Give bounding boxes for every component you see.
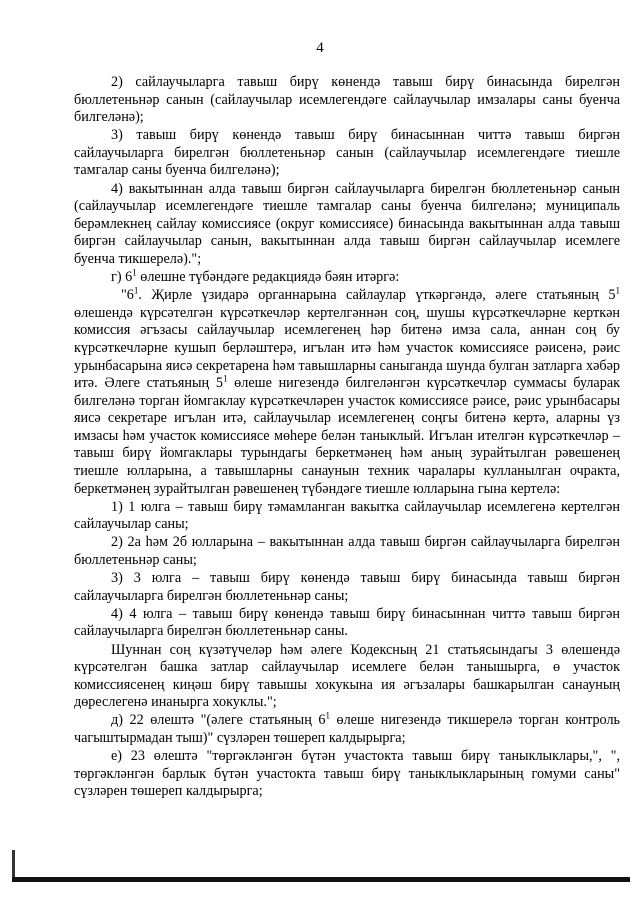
paragraph-text: 1) 1 юлга – тавыш бирү тәмамланган вакытка сайлаучылар исемлегенә кертелгән сайлаучылар саны; [74,498,620,533]
paragraph-item-3 [74,127,620,180]
paragraph-item-4 [74,181,620,269]
superscript: 1 [615,285,620,296]
paragraph-text: д) 22 өлештә "(әлеге статьяның 6 [111,712,326,729]
paragraph-text: г) 6 [111,269,133,286]
paragraph-text: өлешендә күрсәтелгән күрсәткечләр кертелгәннән соң, шушы күрсәткечләрне керткән комиссия әгъзасы сайлаучылар исемлегенең һәр битенә имза сала, аннан соң бу күрсәткечләрне кушып берләштерә, игълан итә һәм участок комиссиясе рәисенә, рәис урынбасарына яисә секретарена һәм тавышларны саныганда шунда булган затларга хәбәр итә. Әлеге статьяның 5 [74,304,620,392]
superscript: 1 [325,710,330,721]
paragraph-text: Шуннан соң күзәтүчеләр һәм әлеге Кодексның 21 статьясындагы 3 өлешендә күрсәтелгән башка затлар сайлаучылар исемлеге белән танышырга, ө участок комиссиясенең киңәш бирү тавышы хокукына ия әгъзалары башкарылган санауның дөреслегенә инанырга хокуклы."; [74,641,620,711]
paragraph-d [74,712,620,747]
paragraph-text: е) 23 өлештә "төргәкләнгән бүтән участокта тавыш бирү таныклыклары,", ", төргәкләнгән барлык бүтән участокта тавыш бирү таныклыкларының гомуми саны" сүзләрен төшереп калдырырга; [74,748,620,800]
paragraph-text: 2) 2а һәм 2б юлларына – вакытыннан алда тавыш биргән сайлаучыларга бирелгән бюллетеньнәр саны; [74,534,620,569]
paragraph-item-2 [74,74,620,127]
paragraph-text: 4) 4 юлга – тавыш бирү көнендә тавыш бирү бинасыннан читтә тавыш биргән сайлаучыларга бирелгән бюллетеньнәр саны. [74,605,620,640]
paragraph-line-2 [74,534,620,569]
paragraph-g [74,269,620,287]
paragraph-text: 2) сайлаучыларга тавыш бирү көнендә тавыш бирү бинасында бирелгән бюллетеньнәр санын (сайлаучылар исемлегендәге сайлаучылар имзалары саны буенча билгеләнә); [74,74,620,126]
paragraph-text: "6 [121,287,134,304]
paragraph-line-3 [74,570,620,605]
paragraph-text: 4) вакытыннан алда тавыш биргән сайлаучыларга бирелгән бюллетеньнәр санын (сайлаучылар исемлегендәге тиешле тамгалар саны буенча билгеләнә; муниципаль берәмлекнең сайлау комиссиясе (округ комиссиясе) бинасында вакытыннан алда тавыш биргән сайлаучылар санын, вакытыннан алда тавыш биргән сайлаучылар исемлеге буенча тикшерелә)."; [74,180,620,267]
scan-bottom-border [12,877,630,882]
page-number: 4 [316,40,324,56]
paragraph-text: өлеше нигезендә билгеләнгән күрсәткечләр суммасы буларак билгеләнә торган йомгаклау күрсәткечләрен участок комиссиясе рәисе, рәис урынбасары яисә секретаре игълан итә, сайлаучылар исемлегенең соңгы битенә кертә, аларны үз имзасы һәм участок комиссиясе мөһере белән таныклый. Игълан ителгән күрсәткечләр – тавыш бирү йомгаклары турындагы беркетмәнең һәм аның зурайтылган рәвешенең тиешле юлларына, а тавышларны санаунын техник чаралары кулланылган очракта, беркетмәнең зурайтылган рәвешенең түбәндәге тиешле юлларына гына кертелә: [74,375,621,497]
paragraph-line-4 [74,606,620,641]
document-body [74,74,620,801]
paragraph-text: 3) тавыш бирү көнендә тавыш бирү бинасыннан читтә тавыш биргән сайлаучыларга бирелгән бюллетеньнәр санын (сайлаучылар исемлегендәге тиешле тамгалар саны буенча билгеләнә); [74,127,620,179]
superscript: 1 [222,373,228,384]
paragraph-observers [74,642,620,712]
paragraph-text: . Җирле үзидарә органнарына сайлаулар үткәргәндә, әлеге статьяның 5 [138,287,616,304]
superscript: 1 [132,267,137,278]
paragraph-e [74,748,620,801]
paragraph-line-1 [74,499,620,534]
scan-edge-shadow [12,850,15,880]
paragraph-text: өлешне түбәндәге редакциядә бәян итәргә: [136,269,400,286]
paragraph-article-6-1 [74,287,620,498]
paragraph-text: өлеше нигезендә тикшерелә торган контроль чагыштырмадан тыш)" сүзләрен төшереп калдырырга; [74,712,621,746]
paragraph-text: 3) 3 юлга – тавыш бирү көнендә тавыш бирү бинасында тавыш биргән сайлаучыларга бирелгән бюллетеньнәр саны; [74,570,620,604]
superscript: 1 [133,285,139,296]
